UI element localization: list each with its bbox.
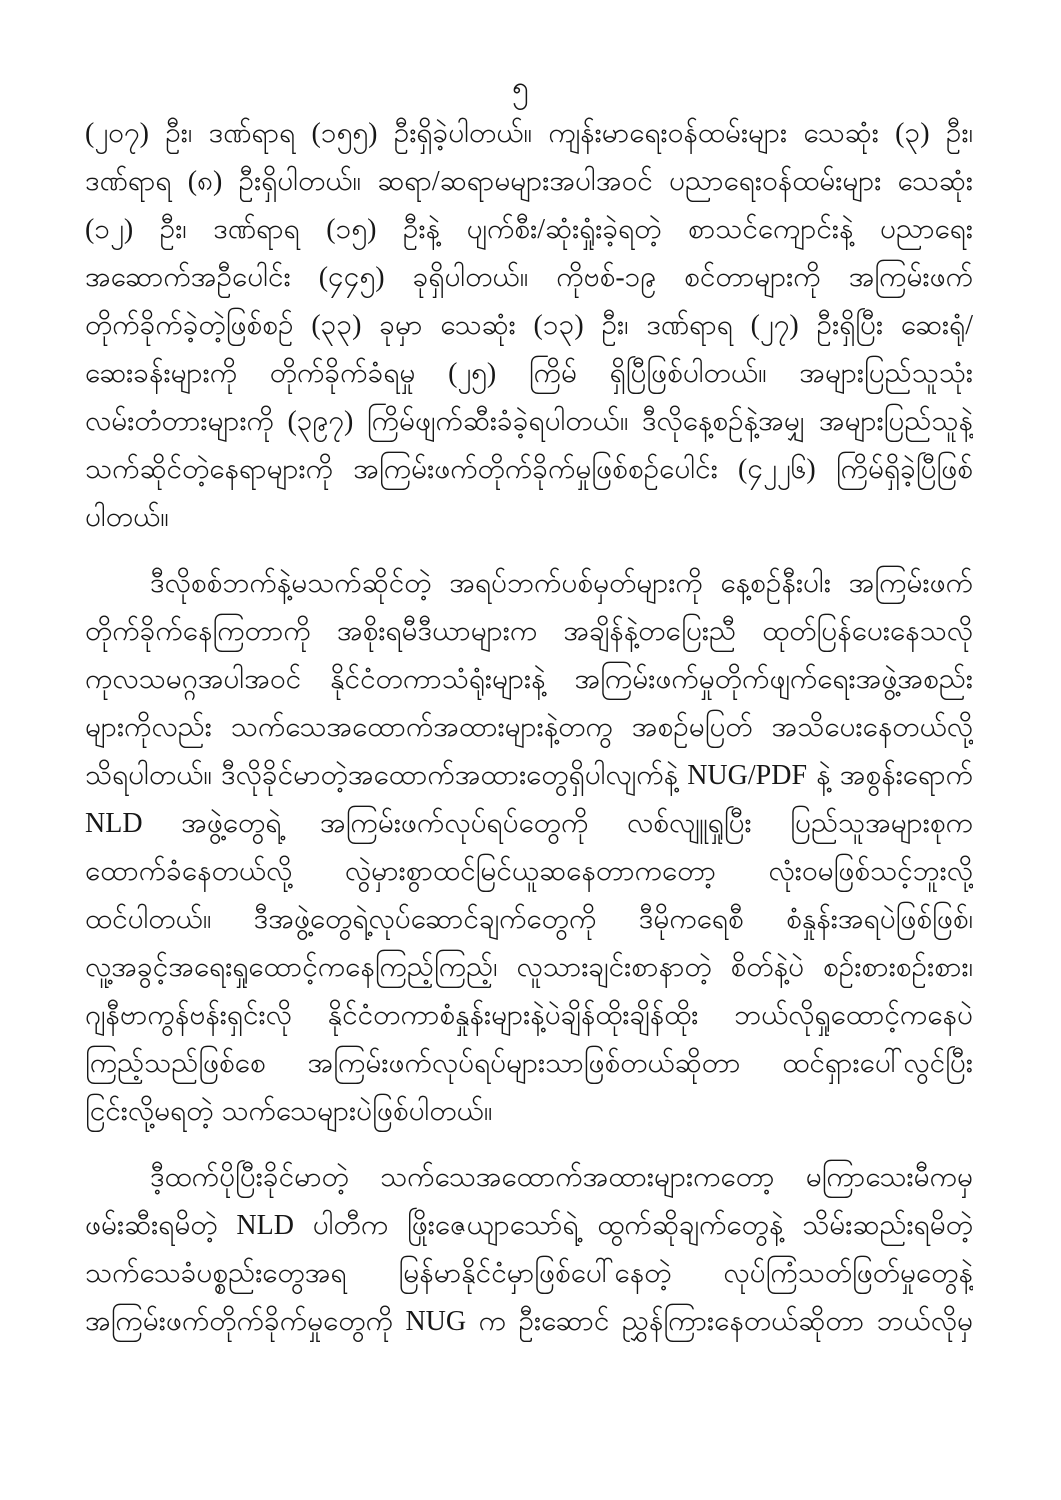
text-line: (၂၀၇) ဦး၊ ဒဏ်ရာရ (၁၅၅) ဦးရှိခဲ့ပါတယ်။ ကျန်းမာရေးဝန်ထမ်းများ သေဆုံး (၃) ဦး၊: [85, 118, 973, 149]
text-line: ဂျနီဗာကွန်ဗန်းရှင်းလို နိုင်ငံတကာစံနှုန်းများနဲ့ပဲချိန်ထိုးချိန်ထိုး ဘယ်လိုရှုထောင့်ကနေပဲ: [85, 1000, 973, 1031]
text-line: များကိုလည်း သက်သေအထောက်အထားများနဲ့တကွ အစဉ်မပြတ် အသိပေးနေတယ်လို့: [85, 712, 973, 743]
paragraph: [85, 110, 973, 542]
page-body-text: [85, 110, 973, 1364]
text-line: လမ်းတံတားများကို (၃၉၇) ကြိမ်ဖျက်ဆီးခံခဲ့ရပါတယ်။ ဒီလိုနေ့စဉ်နဲ့အမျှ အများပြည်သူနဲ့: [85, 406, 973, 437]
text-line: တိုက်ခိုက်ခဲ့တဲ့ဖြစ်စဉ် (၃၃) ခုမှာ သေဆုံး (၁၃) ဦး၊ ဒဏ်ရာရ (၂၇) ဦးရှိပြီး ဆေးရုံ/: [85, 310, 973, 341]
text-line: ထောက်ခံနေတယ်လို့ လွဲမှားစွာထင်မြင်ယူဆနေတာကတော့ လုံးဝမဖြစ်သင့်ဘူးလို့: [85, 856, 973, 887]
text-line: လူ့အခွင့်အရေးရှုထောင့်ကနေကြည့်ကြည့်၊ လူသားချင်းစာနာတဲ့ စိတ်နဲ့ပဲ စဉ်းစားစဉ်းစား၊: [85, 952, 973, 983]
paragraph: [85, 560, 973, 1136]
text-line: ထင်ပါတယ်။ ဒီအဖွဲ့တွေရဲ့လုပ်ဆောင်ချက်တွေကို ဒီမိုကရေစီ စံနှုန်းအရပဲဖြစ်ဖြစ်၊: [85, 904, 973, 935]
text-line: အကြမ်းဖက်တိုက်ခိုက်မှုတွေကို NUG က ဦးဆောင် ညွှန်ကြားနေတယ်ဆိုတာ ဘယ်လိုမှ: [85, 1306, 973, 1337]
text-line: သက်ဆိုင်တဲ့နေရာများကို အကြမ်းဖက်တိုက်ခိုက်မှုဖြစ်စဉ်ပေါင်း (၄၂၂၆) ကြိမ်ရှိခဲ့ပြီဖြစ်: [85, 454, 973, 485]
text-line: ငြင်းလို့မရတဲ့ သက်သေများပဲဖြစ်ပါတယ်။: [85, 1096, 493, 1127]
text-line: ဒီ့ထက်ပိုပြီးခိုင်မာတဲ့ သက်သေအထောက်အထားများကတော့ မကြာသေးမီကမှ: [150, 1162, 973, 1193]
text-line: အဆောက်အဦပေါင်း (၄၄၅) ခုရှိပါတယ်။ ကိုဗစ်-၁၉ စင်တာများကို အကြမ်းဖက်: [85, 262, 973, 293]
text-line: ဖမ်းဆီးရမိတဲ့ NLD ပါတီက ဖြိုးဇေယျာသော်ရဲ့ ထွက်ဆိုချက်တွေနဲ့ သိမ်းဆည်းရမိတဲ့: [85, 1210, 973, 1241]
text-line: တိုက်ခိုက်နေကြတာကို အစိုးရမီဒီယာများက အချိန်နဲ့တပြေးညီ ထုတ်ပြန်ပေးနေသလို: [85, 616, 973, 647]
text-line: သိရပါတယ်။ ဒီလိုခိုင်မာတဲ့အထောက်အထားတွေရှိပါလျက်နဲ့ NUG/PDF နဲ့ အစွန်းရောက်: [85, 760, 973, 791]
page-number: ၅: [512, 71, 529, 104]
text-line: ဒီလိုစစ်ဘက်နဲ့မသက်ဆိုင်တဲ့ အရပ်ဘက်ပစ်မှတ်များကို နေ့စဉ်နီးပါး အကြမ်းဖက်: [150, 568, 973, 599]
text-line: NLD အဖွဲ့တွေရဲ့ အကြမ်းဖက်လုပ်ရပ်တွေကို လစ်လျူရှုပြီး ပြည်သူအများစုက: [85, 808, 973, 839]
text-line: သက်သေခံပစ္စည်းတွေအရ မြန်မာနိုင်ငံမှာဖြစ်ပေါ်နေတဲ့ လုပ်ကြံသတ်ဖြတ်မှုတွေနဲ့: [85, 1258, 973, 1289]
text-line: ဆေးခန်းများကို တိုက်ခိုက်ခံရမှု (၂၅) ကြိမ် ရှိပြီဖြစ်ပါတယ်။ အများပြည်သူသုံး: [85, 358, 973, 389]
text-line: ဒဏ်ရာရ (၈) ဦးရှိပါတယ်။ ဆရာ/ဆရာမများအပါအဝင် ပညာရေးဝန်ထမ်းများ သေဆုံး: [85, 166, 973, 197]
paragraph: [85, 1154, 973, 1346]
text-line: ကြည့်သည်ဖြစ်စေ အကြမ်းဖက်လုပ်ရပ်များသာဖြစ်တယ်ဆိုတာ ထင်ရှားပေါ်လွင်ပြီး: [85, 1048, 973, 1079]
text-line: ပါတယ်။: [85, 502, 169, 533]
text-line: ကုလသမဂ္ဂအပါအဝင် နိုင်ငံတကာသံရုံးများနဲ့ အကြမ်းဖက်မှုတိုက်ဖျက်ရေးအဖွဲ့အစည်း: [85, 664, 973, 695]
text-line: (၁၂) ဦး၊ ဒဏ်ရာရ (၁၅) ဦးနဲ့ ပျက်စီး/ဆုံးရှုံးခဲ့ရတဲ့ စာသင်ကျောင်းနဲ့ ပညာရေး: [85, 214, 973, 245]
